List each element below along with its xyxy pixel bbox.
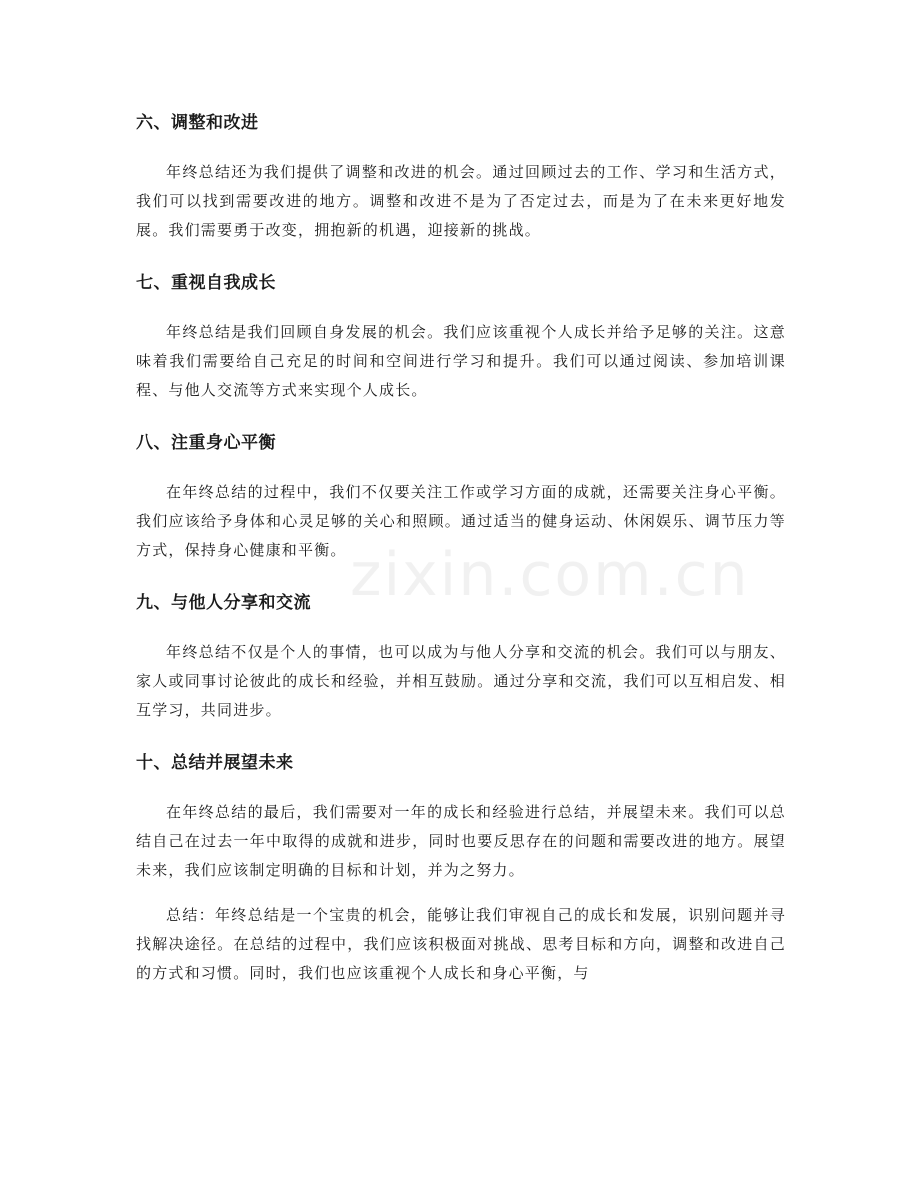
section-heading-8: 八、注重身心平衡 bbox=[136, 433, 276, 453]
section-paragraph-10: 在年终总结的最后，我们需要对一年的成长和经验进行总结，并展望未来。我们可以总结自己在过去一年中取得的成就和进步，同时也要反思存在的问题和需要改进的地方。展望未来，我们应该制定明确的目标和计划，并为之努力。 bbox=[136, 803, 786, 879]
watermark: zixin.com.cn bbox=[350, 540, 750, 610]
summary-paragraph: 总结：年终总结是一个宝贵的机会，能够让我们审视自己的成长和发展，识别问题并寻找解决途径。在总结的过程中，我们应该积极面对挑战、思考目标和方向，调整和改进自己的方式和习惯。同时，我们也应该重视个人成长和身心平衡，与 bbox=[136, 906, 786, 982]
section-heading-9: 九、与他人分享和交流 bbox=[136, 593, 311, 613]
section-heading-6: 六、调整和改进 bbox=[136, 113, 259, 133]
section-heading-7: 七、重视自我成长 bbox=[136, 273, 276, 293]
document-body bbox=[136, 108, 786, 988]
section-paragraph-6: 年终总结还为我们提供了调整和改进的机会。通过回顾过去的工作、学习和生活方式，我们可以找到需要改进的地方。调整和改进不是为了否定过去，而是为了在未来更好地发展。我们需要勇于改变，拥抱新的机遇，迎接新的挑战。 bbox=[136, 163, 786, 239]
section-paragraph-9: 年终总结不仅是个人的事情，也可以成为与他人分享和交流的机会。我们可以与朋友、家人或同事讨论彼此的成长和经验，并相互鼓励。通过分享和交流，我们可以互相启发、相互学习，共同进步。 bbox=[136, 643, 786, 719]
section-paragraph-7: 年终总结是我们回顾自身发展的机会。我们应该重视个人成长并给予足够的关注。这意味着我们需要给自己充足的时间和空间进行学习和提升。我们可以通过阅读、参加培训课程、与他人交流等方式来实现个人成长。 bbox=[136, 323, 786, 399]
section-paragraph-8: 在年终总结的过程中，我们不仅要关注工作或学习方面的成就，还需要关注身心平衡。我们应该给予身体和心灵足够的关心和照顾。通过适当的健身运动、休闲娱乐、调节压力等方式，保持身心健康和平衡。 bbox=[136, 483, 786, 559]
section-heading-10: 十、总结并展望未来 bbox=[136, 753, 294, 773]
